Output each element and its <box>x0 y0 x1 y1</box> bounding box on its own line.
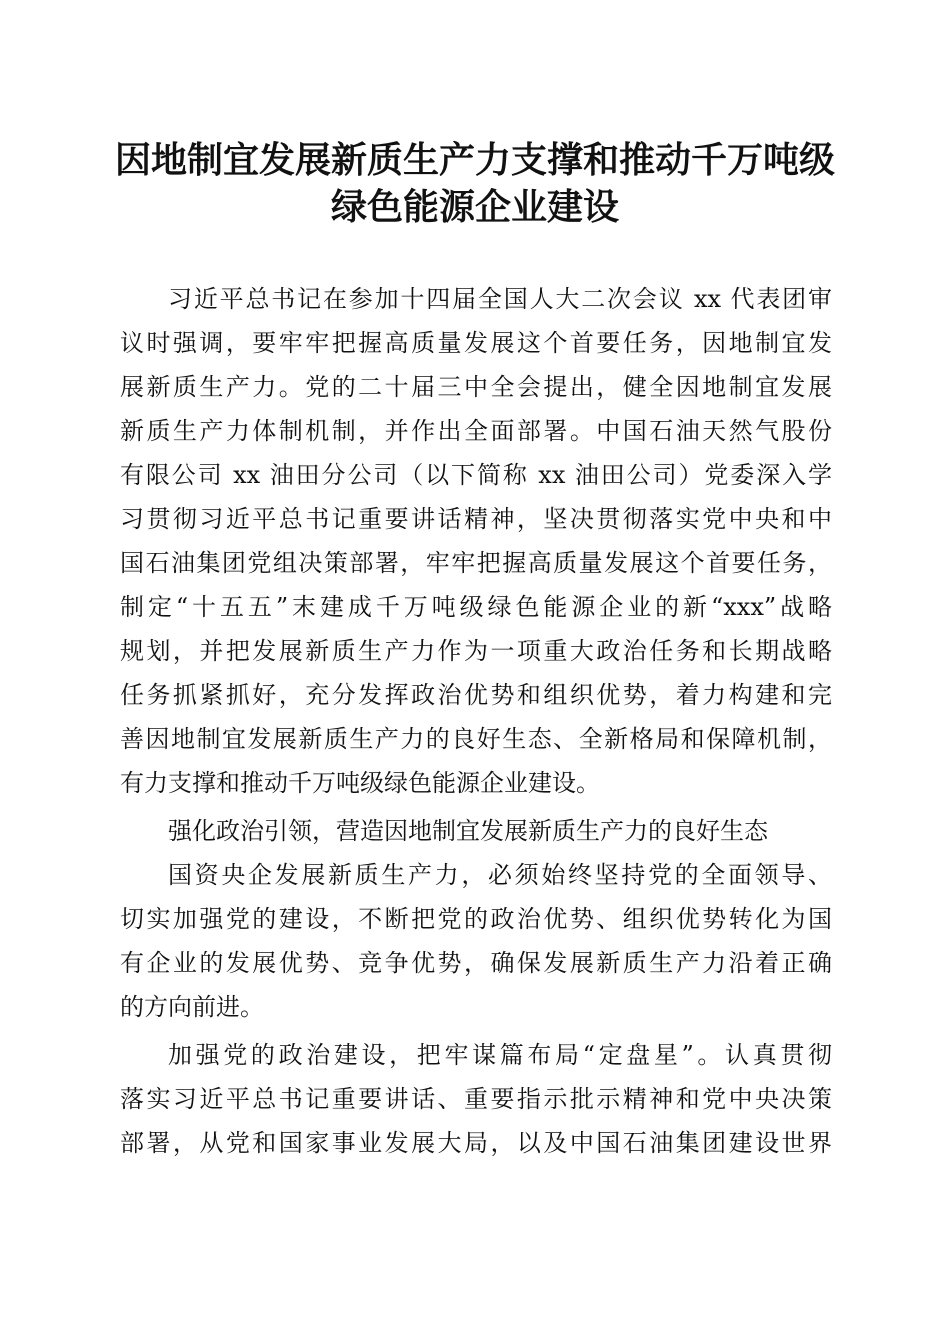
paragraph-2-line: 国资央企发展新质生产力，必须始终坚持党的全面领导、 <box>168 861 832 889</box>
paragraph-1-line: 议时强调，要牢牢把握高质量发展这个首要任务，因地制宜发 <box>120 329 832 357</box>
paragraph-1-line: 有力支撑和推动千万吨级绿色能源企业建设。 <box>120 769 600 797</box>
paragraph-1-line: 善因地制宜发展新质生产力的良好生态、全新格局和保障机制， <box>120 725 832 753</box>
paragraph-1-line: 习近平总书记在参加十四届全国人大二次会议 xx 代表团审 <box>168 285 832 313</box>
document-title-line-1: 因地制宜发展新质生产力支撑和推动千万吨级 <box>114 139 835 181</box>
paragraph-1-line: 规划，并把发展新质生产力作为一项重大政治任务和长期战略 <box>120 637 832 665</box>
paragraph-1-line: 习贯彻习近平总书记重要讲话精神，坚决贯彻落实党中央和中 <box>120 505 832 533</box>
paragraph-1-line: 制定“十五五”末建成千万吨级绿色能源企业的新“xxx”战略 <box>120 593 832 621</box>
paragraph-2-line: 的方向前进。 <box>120 993 264 1021</box>
paragraph-1-line: 任务抓紧抓好，充分发挥政治优势和组织优势，着力构建和完 <box>120 681 832 709</box>
paragraph-1-line: 新质生产力体制机制，并作出全面部署。中国石油天然气股份 <box>120 417 832 445</box>
paragraph-3-line: 落实习近平总书记重要讲话、重要指示批示精神和党中央决策 <box>120 1085 832 1113</box>
paragraph-2-line: 切实加强党的建设，不断把党的政治优势、组织优势转化为国 <box>120 905 832 933</box>
paragraph-2-line: 有企业的发展优势、竞争优势，确保发展新质生产力沿着正确 <box>120 949 832 977</box>
section-heading: 强化政治引领，营造因地制宜发展新质生产力的良好生态 <box>168 817 768 845</box>
paragraph-3-line: 加强党的政治建设，把牢谋篇布局“定盘星”。认真贯彻 <box>168 1041 832 1069</box>
document-title-line-2: 绿色能源企业建设 <box>330 186 619 228</box>
paragraph-3-line: 部署，从党和国家事业发展大局，以及中国石油集团建设世界 <box>120 1129 832 1157</box>
paragraph-1-line: 国石油集团党组决策部署，牢牢把握高质量发展这个首要任务， <box>120 549 832 577</box>
paragraph-1-line: 展新质生产力。党的二十届三中全会提出，健全因地制宜发展 <box>120 373 832 401</box>
paragraph-1-line: 有限公司 xx 油田分公司（以下简称 xx 油田公司）党委深入学 <box>120 461 832 489</box>
